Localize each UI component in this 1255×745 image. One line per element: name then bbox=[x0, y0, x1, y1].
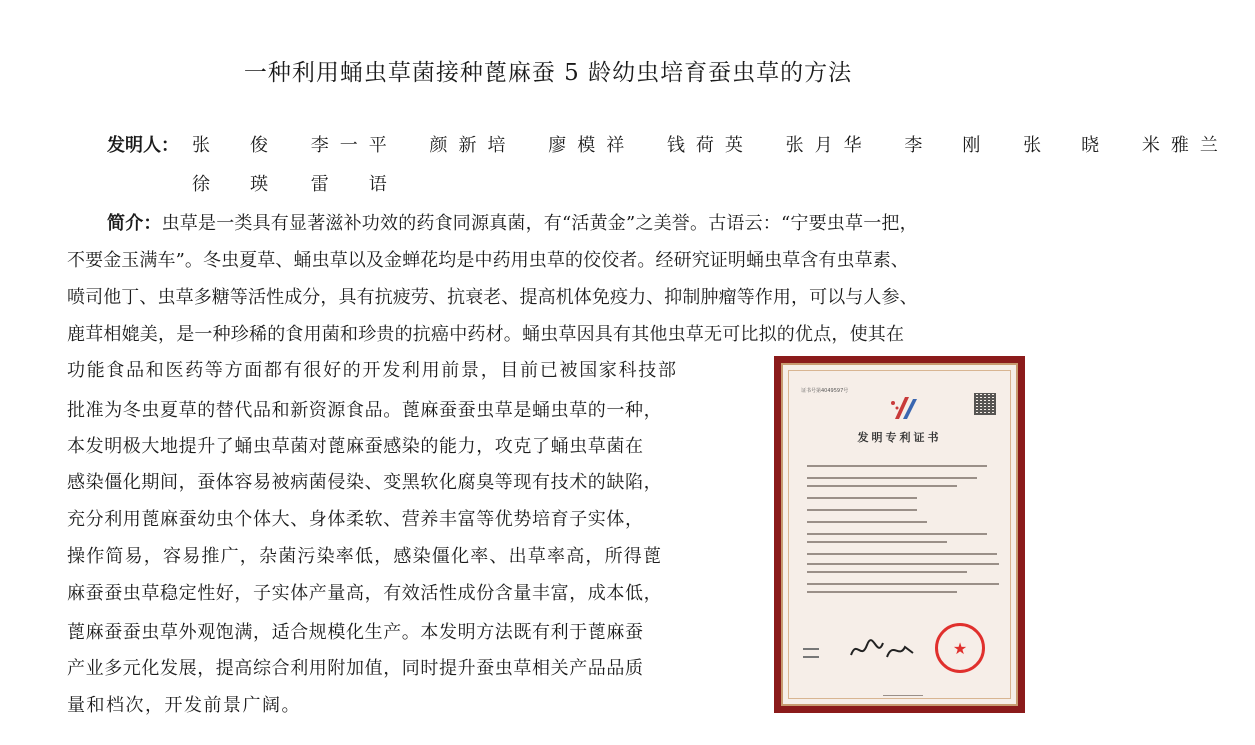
abstract-line: 虫草是一类具有显著滋补功效的药食同源真菌，有“活黄金”之美誉。古语云：“宁要虫草一把， bbox=[161, 213, 918, 234]
certificate-text-line bbox=[807, 465, 987, 467]
inventor-name: 廖模祥 bbox=[548, 135, 636, 156]
certificate-paper bbox=[781, 363, 1018, 706]
abstract-line: 不要金玉满车”。冬虫夏草、蛹虫草以及金蝉花均是中药用虫草的佼佼者。经研究证明蛹虫草含有虫草素、 bbox=[67, 250, 909, 271]
abstract-line: 充分利用蓖麻蚕幼虫个体大、身体柔软、营养丰富等优势培育子实体， bbox=[67, 509, 644, 530]
page-title: 一种利用蛹虫草菌接种蓖麻蚕 5 龄幼虫培育蚕虫草的方法 bbox=[243, 60, 853, 86]
certificate-footer-line bbox=[883, 695, 923, 696]
certificate-text-line bbox=[807, 563, 999, 565]
abstract-line: 麻蚕蚕虫草稳定性好，子实体产量高，有效活性成份含量丰富，成本低， bbox=[67, 583, 663, 604]
inventors-line-2 bbox=[192, 170, 424, 196]
abstract-line: 感染僵化期间，蚕体容易被病菌侵染、变黑软化腐臭等现有技术的缺陷， bbox=[67, 472, 663, 493]
certificate-text-line bbox=[807, 533, 987, 535]
patent-office-logo-icon bbox=[887, 393, 923, 423]
certificate-text-line bbox=[807, 485, 957, 487]
inventor-name: 李一平 bbox=[310, 135, 398, 156]
inventor-name: 李 刚 bbox=[904, 135, 992, 156]
patent-certificate-image bbox=[774, 356, 1025, 713]
inventor-name: 徐 瑛 bbox=[192, 174, 279, 195]
certificate-text-line bbox=[807, 583, 999, 585]
inventor-name: 雷 语 bbox=[310, 174, 398, 195]
inventors-line-1 bbox=[192, 131, 1255, 157]
inventor-name: 米雅兰 bbox=[1141, 135, 1229, 156]
certificate-text-line bbox=[807, 541, 947, 543]
abstract-line: 产业多元化发展，提高综合利用附加值，同时提升蚕虫草相关产品品质 bbox=[67, 658, 644, 679]
certificate-number: 证书号第4049597号 bbox=[801, 388, 849, 394]
certificate-signature-label bbox=[803, 645, 819, 661]
inventor-name: 张 晓 bbox=[1023, 135, 1111, 156]
certificate-text-line bbox=[807, 571, 967, 573]
abstract-line: 功能食品和医药等方面都有很好的开发利用前景，目前已被国家科技部 bbox=[67, 360, 678, 381]
qr-code-icon bbox=[974, 393, 996, 415]
abstract-line: 蓖麻蚕蚕虫草外观饱满，适合规模化生产。本发明方法既有利于蓖麻蚕 bbox=[67, 622, 644, 643]
abstract-line: 操作简易，容易推广，杂菌污染率低，感染僵化率、出草率高，所得蓖 bbox=[67, 546, 663, 567]
certificate-text-line bbox=[807, 553, 997, 555]
inventor-name: 颜新培 bbox=[429, 135, 517, 156]
abstract-line: 量和档次，开发前景广阔。 bbox=[67, 695, 301, 716]
certificate-heading: 发明专利证书 bbox=[857, 431, 942, 444]
abstract-first-line bbox=[107, 209, 918, 235]
certificate-text-line bbox=[807, 497, 917, 499]
abstract-label: 简介： bbox=[107, 213, 162, 234]
certificate-text-line bbox=[807, 521, 927, 523]
certificate-text-line bbox=[807, 477, 977, 479]
abstract-line: 鹿茸相媲美，是一种珍稀的食用菌和珍贵的抗癌中药材。蛹虫草因具有其他虫草无可比拟的优点，使其在 bbox=[67, 324, 905, 345]
certificate-text-line bbox=[807, 509, 917, 511]
abstract-line: 喷司他丁、虫草多糖等活性成分，具有抗疲劳、抗衰老、提高机体免疫力、抑制肿瘤等作用，可以与人参、 bbox=[67, 287, 918, 308]
abstract-line: 批准为冬虫夏草的替代品和新资源食品。蓖麻蚕蚕虫草是蛹虫草的一种， bbox=[67, 400, 663, 421]
director-signature-icon bbox=[847, 635, 917, 665]
inventor-name: 张 俊 bbox=[192, 135, 279, 156]
abstract-line: 本发明极大地提升了蛹虫草菌对蓖麻蚕感染的能力，攻克了蛹虫草菌在 bbox=[67, 436, 644, 457]
certificate-text-line bbox=[807, 591, 957, 593]
official-seal-icon bbox=[935, 623, 985, 673]
inventor-name: 张月华 bbox=[785, 135, 873, 156]
inventor-name: 钱荷英 bbox=[666, 135, 754, 156]
inventors-label: 发明人： bbox=[107, 135, 179, 156]
